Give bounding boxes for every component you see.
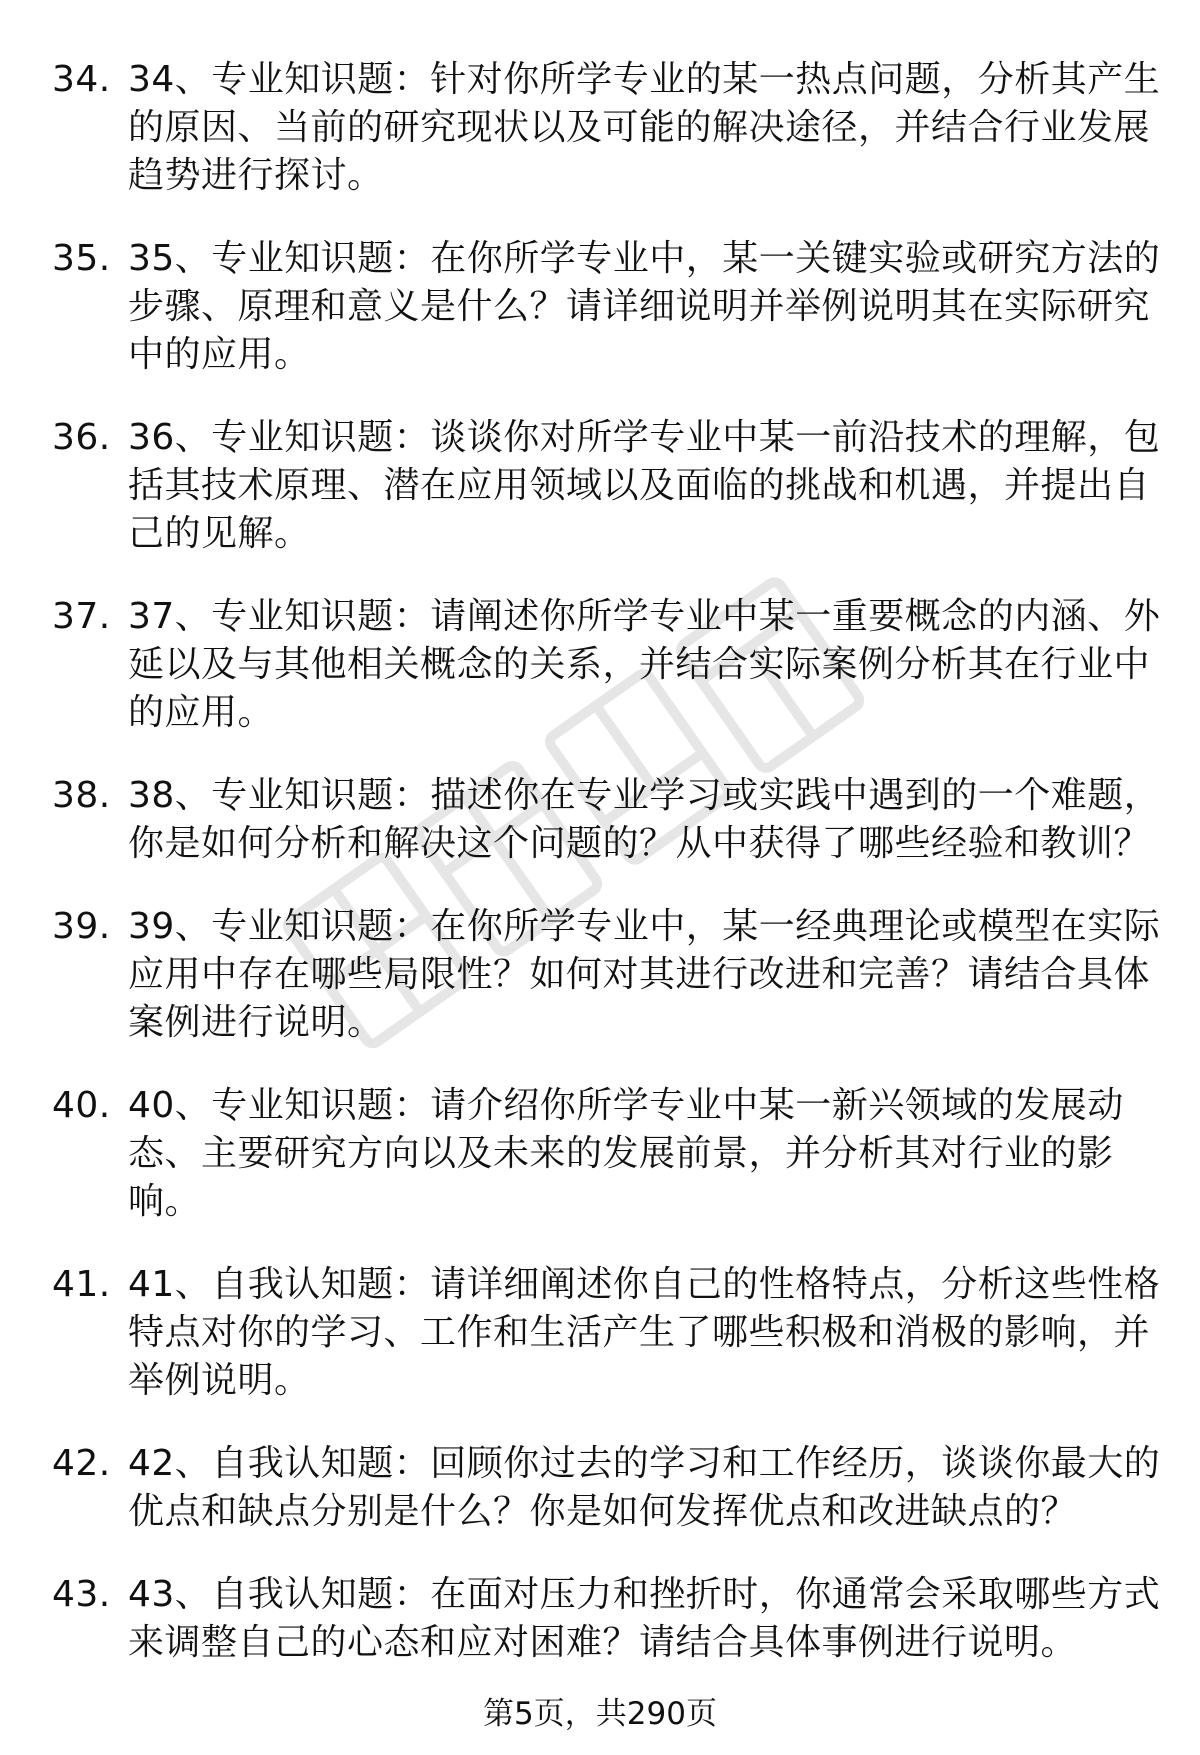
question-list bbox=[52, 56, 1162, 1702]
question-item bbox=[52, 593, 1162, 737]
question-number: 40. bbox=[52, 1085, 111, 1126]
question-text: 38、专业知识题：描述你在专业学习或实践中遇到的一个难题，你是如何分析和解决这个问题的？从中获得了哪些经验和教训？ bbox=[128, 775, 1161, 864]
question-number: 38. bbox=[52, 775, 111, 816]
page-footer bbox=[0, 1694, 1200, 1734]
question-item bbox=[52, 772, 1162, 868]
question-item bbox=[52, 414, 1162, 558]
question-item bbox=[52, 903, 1162, 1047]
question-text: 41、自我认知题：请详细阐述你自己的性格特点，分析这些性格特点对你的学习、工作和生活产生了哪些积极和消极的影响，并举例说明。 bbox=[128, 1264, 1161, 1401]
question-text: 39、专业知识题：在你所学专业中，某一经典理论或模型在实际应用中存在哪些局限性？如何对其进行改进和完善？请结合具体案例进行说明。 bbox=[128, 906, 1161, 1043]
question-item bbox=[52, 1261, 1162, 1405]
question-item bbox=[52, 56, 1162, 200]
question-text: 40、专业知识题：请介绍你所学专业中某一新兴领域的发展动态、主要研究方向以及未来的发展前景，并分析其对行业的影响。 bbox=[128, 1085, 1124, 1222]
question-text: 43、自我认知题：在面对压力和挫折时，你通常会采取哪些方式来调整自己的心态和应对困难？请结合具体事例进行说明。 bbox=[128, 1574, 1161, 1663]
question-text: 37、专业知识题：请阐述你所学专业中某一重要概念的内涵、外延以及与其他相关概念的关系，并结合实际案例分析其在行业中的应用。 bbox=[128, 596, 1161, 733]
question-number: 34. bbox=[52, 59, 111, 100]
question-number: 43. bbox=[52, 1574, 111, 1615]
question-text: 36、专业知识题：谈谈你对所学专业中某一前沿技术的理解，包括其技术原理、潜在应用领域以及面临的挑战和机遇，并提出自己的见解。 bbox=[128, 417, 1161, 554]
page-number-label: 第5页，共290页 bbox=[483, 1696, 717, 1732]
question-text: 34、专业知识题：针对你所学专业的某一热点问题，分析其产生的原因、当前的研究现状以及可能的解决途径，并结合行业发展趋势进行探讨。 bbox=[128, 59, 1161, 196]
question-item bbox=[52, 1571, 1162, 1667]
question-number: 35. bbox=[52, 238, 111, 279]
question-number: 41. bbox=[52, 1264, 111, 1305]
question-item bbox=[52, 1440, 1162, 1536]
question-text: 35、专业知识题：在你所学专业中，某一关键实验或研究方法的步骤、原理和意义是什么？请详细说明并举例说明其在实际研究中的应用。 bbox=[128, 238, 1161, 375]
question-number: 37. bbox=[52, 596, 111, 637]
question-item bbox=[52, 235, 1162, 379]
question-number: 42. bbox=[52, 1443, 111, 1484]
question-number: 36. bbox=[52, 417, 111, 458]
question-text: 42、自我认知题：回顾你过去的学习和工作经历，谈谈你最大的优点和缺点分别是什么？你是如何发挥优点和改进缺点的？ bbox=[128, 1443, 1161, 1532]
question-number: 39. bbox=[52, 906, 111, 947]
question-item bbox=[52, 1082, 1162, 1226]
